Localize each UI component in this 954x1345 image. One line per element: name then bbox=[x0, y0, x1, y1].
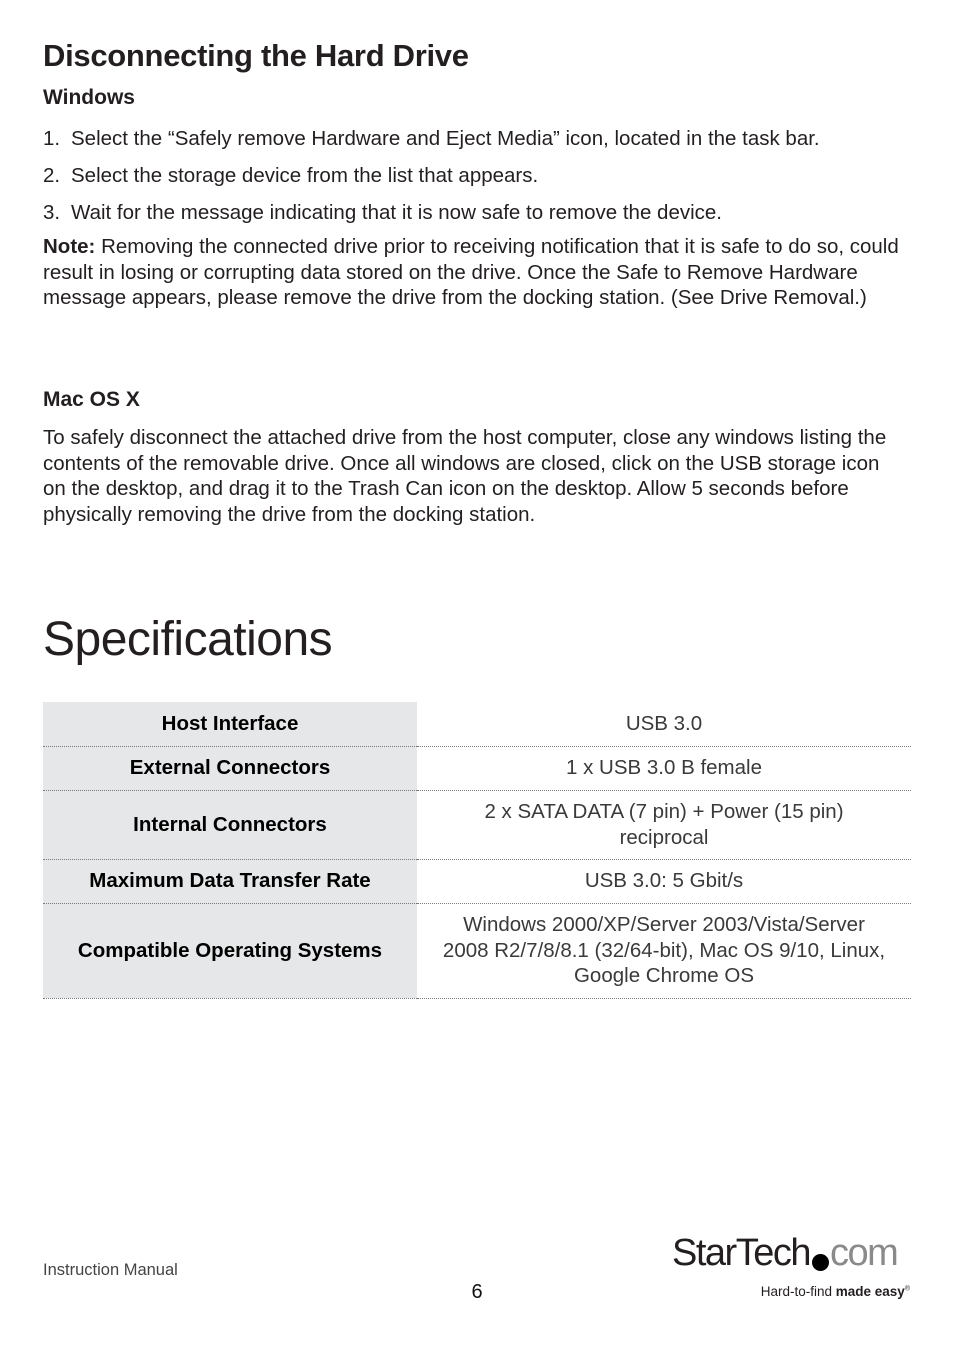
spec-value: Windows 2000/XP/Server 2003/Vista/Server 2008 R2/7/8/8.1 (32/64-bit), Mac OS 9/10, Linux, Google Chrome OS bbox=[417, 903, 911, 998]
windows-note bbox=[43, 234, 903, 311]
spec-value: USB 3.0 bbox=[417, 702, 911, 746]
logo-tld: com bbox=[829, 1232, 898, 1274]
logo-wordmark bbox=[672, 1232, 897, 1275]
startech-logo bbox=[672, 1232, 912, 1304]
step-text: Select the storage device from the list that appears. bbox=[71, 164, 539, 187]
step-text: Select the “Safely remove Hardware and Eject Media” icon, located in the task bar. bbox=[71, 127, 820, 150]
section-title: Disconnecting the Hard Drive bbox=[43, 38, 469, 73]
note-label: Note: bbox=[43, 235, 96, 258]
tagline-bold: made easy bbox=[835, 1284, 905, 1299]
spec-value: 1 x USB 3.0 B female bbox=[417, 746, 911, 790]
step-text: Wait for the message indicating that it is now safe to remove the device. bbox=[71, 201, 723, 224]
specifications-table bbox=[43, 702, 911, 999]
windows-heading: Windows bbox=[43, 86, 135, 109]
note-text: Removing the connected drive prior to receiving notification that it is safe to do so, could result in losing or corrupting data stored on the drive. Once the Safe to Remove Hardware message appears, please remove the drive from the docking station. (See Drive Removal.) bbox=[43, 235, 899, 310]
step-item bbox=[43, 120, 913, 157]
mac-heading: Mac OS X bbox=[43, 388, 140, 411]
step-item bbox=[43, 157, 913, 194]
table-row bbox=[43, 903, 911, 998]
page-number: 6 bbox=[471, 1281, 483, 1303]
table-row bbox=[43, 790, 911, 859]
table-row bbox=[43, 702, 911, 746]
registered-mark: ® bbox=[904, 1285, 910, 1293]
mac-paragraph: To safely disconnect the attached drive from the host computer, close any windows listing the contents of the removable drive. Once all windows are closed, click on the USB storage icon on the desktop, and drag it to the Trash Can icon on the desktop. Allow 5 seconds before physically removing the drive from the docking station. bbox=[43, 426, 887, 527]
step-number: 2. bbox=[43, 164, 61, 187]
spec-value: 2 x SATA DATA (7 pin) + Power (15 pin) reciprocal bbox=[417, 790, 911, 859]
spec-key: External Connectors bbox=[43, 746, 417, 790]
table-row bbox=[43, 859, 911, 903]
spec-key: Host Interface bbox=[43, 702, 417, 746]
table-row bbox=[43, 746, 911, 790]
tagline-regular: Hard-to-find bbox=[760, 1284, 836, 1299]
step-item bbox=[43, 194, 913, 231]
spec-value: USB 3.0: 5 Gbit/s bbox=[417, 859, 911, 903]
windows-steps bbox=[43, 120, 913, 231]
logo-dot-icon bbox=[812, 1254, 829, 1271]
footer-label: Instruction Manual bbox=[43, 1261, 178, 1279]
specifications-title: Specifications bbox=[43, 613, 333, 666]
step-number: 1. bbox=[43, 127, 61, 150]
logo-tagline bbox=[761, 1284, 910, 1299]
step-number: 3. bbox=[43, 201, 61, 224]
spec-key: Compatible Operating Systems bbox=[43, 903, 417, 998]
logo-brand: StarTech bbox=[672, 1232, 810, 1274]
spec-key: Maximum Data Transfer Rate bbox=[43, 859, 417, 903]
spec-key: Internal Connectors bbox=[43, 790, 417, 859]
